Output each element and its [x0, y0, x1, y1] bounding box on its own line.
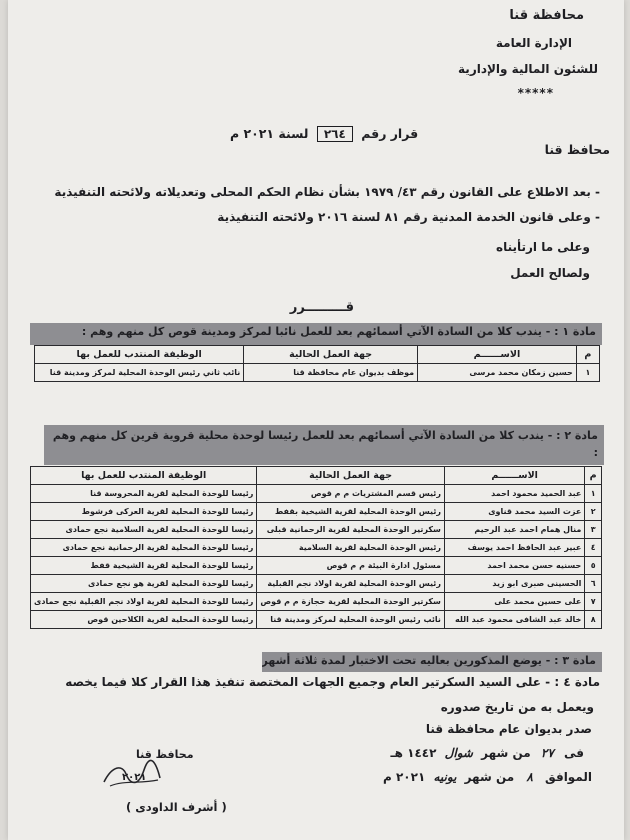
decree-title [230, 126, 418, 142]
cell-name: منال همام احمد عبد الرحيم [444, 521, 584, 539]
preamble-line-2: - وعلى قانون الخدمة المدنية رقم ٨١ لسنة ٢٠١٦ ولائحته التنفيذية [217, 210, 600, 224]
col-header-index: م [576, 346, 599, 364]
col-header-name: الاســــــم [418, 346, 577, 364]
col-header-index: م [585, 467, 602, 485]
cell-index: ٧ [585, 593, 602, 611]
header-finance-admin: للشئون المالية والإدارية [458, 62, 598, 76]
issued-hijri-month: شوال [444, 746, 473, 760]
article-4-line-1: مادة ٤ : - على السيد السكرتير العام وجميع الجهات المختصة تنفيذ هذا القرار كلا فيما يخصه [65, 675, 600, 689]
cell-index: ١ [585, 485, 602, 503]
table-row [31, 611, 602, 629]
cell-assigned-job: رئيسا للوحدة المحلية لقرية العركى فرشوط [31, 503, 257, 521]
issued-greg-prefix: الموافق [545, 770, 592, 784]
decree-year: لسنة ٢٠٢١ م [230, 126, 309, 141]
table-row [31, 521, 602, 539]
article-2: مادة ٢ : - يندب كلا من السادة الآتي أسمائهم بعد للعمل رئيسا لوحدة محلية قروية قرين كل منهم وهم : [44, 425, 604, 465]
col-header-current-work: جهة العمل الحالية [244, 346, 418, 364]
header-governorate: محافظة قنا [509, 8, 584, 23]
article-4-line-2: ويعمل به من تاريخ صدوره [440, 700, 594, 714]
cell-assigned-job: رئيسا للوحدة المحلية لقرية السلامية نجع حمادى [31, 521, 257, 539]
cell-name: حسين زمكان محمد مرسى [418, 364, 577, 382]
decree-number: ٢٦٤ [317, 126, 353, 142]
cell-assigned-job: رئيسا للوحدة المحلية لقرية اولاد نجم القبلية نجع حمادى [31, 593, 257, 611]
cell-index: ٣ [585, 521, 602, 539]
cell-index: ١ [576, 364, 599, 382]
article-1: مادة ١ : - يندب كلا من السادة الآتي أسمائهم بعد للعمل نائبا لمركز ومدينة قوص كل منهم وهم : [30, 323, 602, 345]
table-header-row [31, 467, 602, 485]
cell-name: على حسين محمد على [444, 593, 584, 611]
cell-name: الحسينى صبرى ابو زيد [444, 575, 584, 593]
cell-current-work: سكرتير الوحدة المحلية لقرية الرحمانية قبلى [257, 521, 445, 539]
issued-hijri-year: ١٤٤٢ هـ [390, 746, 437, 760]
signatory-name: ( أشرف الداودى ) [126, 800, 227, 814]
cell-assigned-job: نائب ثاني رئيس الوحدة المحلية لمركز ومدينة قنا [35, 364, 244, 382]
cell-index: ٥ [585, 557, 602, 575]
cell-current-work: رئيس الوحدة المحلية لقرية السلامية [257, 539, 445, 557]
preamble-line-4: ولصالح العمل [510, 266, 590, 280]
cell-name: عبير عبد الحافظ احمد يوسف [444, 539, 584, 557]
issued-gregorian-date [383, 770, 592, 784]
cell-name: حسنيه حسن محمد احمد [444, 557, 584, 575]
header-stars: ***** [517, 86, 554, 100]
cell-index: ٤ [585, 539, 602, 557]
document-page [8, 0, 624, 840]
signature-date: ٢٠٢١ [122, 772, 147, 783]
assignment-table-1 [34, 345, 600, 382]
table-row [31, 485, 602, 503]
col-header-assigned-job: الوظيفة المنتدب للعمل بها [35, 346, 244, 364]
issued-greg-mid: من شهر [464, 770, 515, 784]
article-3: مادة ٣ : - يوضع المذكورين بعاليه تحت الاختبار لمدة ثلاثة أشهر [262, 652, 602, 672]
table-row [31, 539, 602, 557]
cell-name: خالد عبد الشافى محمود عبد الله [444, 611, 584, 629]
assignment-table-2 [30, 466, 602, 629]
cell-assigned-job: رئيسا للوحدة المحلية لقرية هو نجع حمادى [31, 575, 257, 593]
cell-assigned-job: رئيسا للوحدة المحلية لقرية الشيخية قفط [31, 557, 257, 575]
cell-current-work: رئيس الوحدة المحلية لقرية الشيخية بقفط [257, 503, 445, 521]
col-header-current-work: جهة العمل الحالية [257, 467, 445, 485]
decree-prefix: قرار رقم [361, 126, 419, 141]
table-row [31, 503, 602, 521]
cell-current-work: مسئول ادارة البيئة م م قوص [257, 557, 445, 575]
issued-hijri-prefix: فى [564, 746, 584, 760]
cell-current-work: سكرتير الوحدة المحلية لقرية حجازة م م قوص [257, 593, 445, 611]
issued-greg-day: ٨ [526, 770, 533, 784]
cell-current-work: موظف بديوان عام محافظة قنا [244, 364, 418, 382]
col-header-name: الاســــــم [444, 467, 584, 485]
cell-name: عبد الحميد محمود احمد [444, 485, 584, 503]
cell-name: عزت السيد محمد قناوى [444, 503, 584, 521]
issued-hijri-mid: من شهر [481, 746, 531, 760]
header-general-admin: الإدارة العامة [495, 36, 572, 50]
cell-index: ٨ [585, 611, 602, 629]
signature-title: محافظ قنا [136, 748, 194, 761]
cell-index: ٦ [585, 575, 602, 593]
col-header-assigned-job: الوظيفة المنتدب للعمل بها [31, 467, 257, 485]
issued-greg-month: يونيه [433, 770, 457, 784]
table-row [35, 364, 600, 382]
cell-assigned-job: رئيسا للوحدة المحلية لقرية الرحمانية نجع حمادى [31, 539, 257, 557]
cell-current-work: رئيس قسم المشتريات م م قوص [257, 485, 445, 503]
governor-heading: محافظ قنا [544, 142, 610, 157]
issued-greg-year: ٢٠٢١ م [383, 770, 426, 784]
table-row [31, 557, 602, 575]
issued-line-1: صدر بديوان عام محافظة قنا [425, 722, 592, 736]
cell-index: ٢ [585, 503, 602, 521]
preamble-line-1: - بعد الاطلاع على القانون رقم ٤٣/ ١٩٧٩ بشأن نظام الحكم المحلى وتعديلاته ولائحته التنفيذية [54, 185, 600, 199]
table-row [31, 575, 602, 593]
issued-hijri-date [391, 746, 584, 760]
decides-heading: قـــــــــرر [289, 300, 354, 315]
cell-assigned-job: رئيسا للوحدة المحلية لقرية المحروسة قنا [31, 485, 257, 503]
table-row [31, 593, 602, 611]
cell-current-work: رئيس الوحدة المحلية لقرية اولاد نجم القبلية [257, 575, 445, 593]
preamble-line-3: وعلى ما ارتأيناه [495, 240, 590, 254]
issued-hijri-day: ٢٧ [540, 746, 554, 760]
cell-current-work: نائب رئيس الوحدة المحلية لمركز ومدينة قنا [257, 611, 445, 629]
table-header-row [35, 346, 600, 364]
cell-assigned-job: رئيسا للوحدة المحلية لقرية الكلاحين قوص [31, 611, 257, 629]
